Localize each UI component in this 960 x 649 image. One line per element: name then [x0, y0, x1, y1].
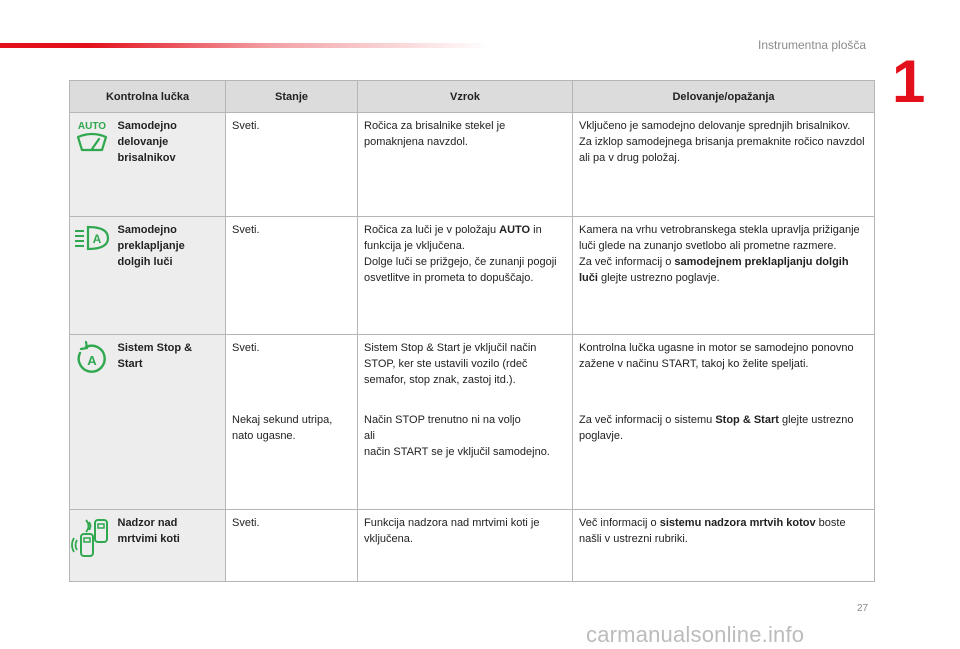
cause-text: Način STOP trenutno ni na voljo — [364, 413, 521, 426]
blind-spot-icon — [71, 514, 113, 560]
column-header: Vzrok — [358, 81, 573, 113]
icon-cell — [70, 335, 114, 510]
column-header: Kontrolna lučka — [70, 81, 226, 113]
light-name: Nadzor nad mrtvimi koti — [114, 510, 226, 582]
page-number: 27 — [857, 603, 869, 614]
light-name: Samodejno preklapljanje dolgih luči — [114, 217, 226, 335]
state-cell: Sveti. — [226, 113, 358, 217]
column-header: Delovanje/opažanja — [573, 81, 875, 113]
cause-text: Ročica za luči je v položaju — [364, 224, 497, 236]
action-text: Za več informacij o sistemu — [579, 413, 713, 426]
wiper-auto-icon — [72, 117, 112, 157]
action-text: glejte ustrezno poglavje. — [579, 413, 854, 442]
column-header: Stanje — [226, 81, 358, 113]
section-title: Instrumentna plošča — [758, 38, 867, 52]
icon-cell — [70, 113, 114, 217]
action-cell — [573, 510, 875, 582]
action-cell — [573, 407, 875, 510]
cause-text: in funkcija je vključena. — [364, 224, 542, 252]
action-text: Več informacij o — [579, 517, 657, 529]
cause-cell — [358, 217, 573, 335]
cause-text: način START se je vključil samodejno. — [364, 445, 550, 458]
cause-cell — [358, 407, 573, 510]
cause-cell: Funkcija nadzora nad mrtvimi koti je vključena. — [358, 510, 573, 582]
action-emphasis: sistemu nadzora mrtvih kotov — [659, 517, 816, 529]
state-cell: Sveti. — [226, 217, 358, 335]
state-cell: Nekaj sekund utripa, nato ugasne. — [226, 407, 358, 510]
cause-emphasis: AUTO — [499, 224, 531, 236]
warning-lights-table — [69, 80, 875, 582]
cause-text: ali — [364, 429, 376, 442]
action-text: Kamera na vrhu vetrobranskega stekla upravlja prižiganje luči glede na zunanjo svetlobo ali prometne razmere. — [579, 224, 860, 252]
action-text: Za izklop samodejnega brisanja premaknite ročico navzdol ali pa v drug položaj. — [579, 136, 865, 164]
header-accent-bar — [0, 43, 490, 48]
table-row — [70, 113, 875, 217]
watermark: carmanualsonline.info — [586, 622, 805, 647]
action-text: Za več informacij o — [579, 256, 672, 268]
cause-text: Dolge luči se prižgejo, če zunanji pogoji osvetlitve in prometa to dopuščajo. — [364, 256, 557, 284]
state-cell: Sveti. — [226, 335, 358, 407]
table-header-row — [70, 81, 875, 113]
action-text: Vključeno je samodejno delovanje sprednjih brisalnikov. — [579, 120, 851, 132]
state-cell: Sveti. — [226, 510, 358, 582]
stop-start-icon — [72, 339, 112, 379]
action-text: glejte ustrezno poglavje. — [601, 272, 720, 284]
cause-cell: Ročica za brisalnike stekel je pomaknjena navzdol. — [358, 113, 573, 217]
chapter-number: 1 — [892, 48, 926, 115]
cause-cell: Sistem Stop & Start je vključil način STOP, ker ste ustavili vozilo (rdeč semafor, stop znak, zastoj itd.). — [358, 335, 573, 407]
action-emphasis: samodejnem preklapljanju dolgih luči — [579, 256, 849, 284]
icon-cell — [70, 217, 114, 335]
auto-high-beam-icon — [72, 221, 112, 255]
table-row — [70, 217, 875, 335]
action-cell — [573, 217, 875, 335]
action-text: boste našli v ustrezni rubriki. — [579, 517, 846, 545]
svg-text:A: A — [87, 353, 97, 368]
light-name: Samodejno delovanje brisalnikov — [114, 113, 226, 217]
action-emphasis: Stop & Start — [715, 413, 779, 426]
action-cell: Kontrolna lučka ugasne in motor se samodejno ponovno zažene v načinu START, takoj ko želite speljati. — [573, 335, 875, 407]
light-name: Sistem Stop & Start — [114, 335, 226, 510]
icon-cell — [70, 510, 114, 582]
svg-text:AUTO: AUTO — [77, 121, 106, 132]
table-row — [70, 510, 875, 582]
svg-text:A: A — [92, 232, 102, 246]
action-cell — [573, 113, 875, 217]
table-row — [70, 335, 875, 407]
